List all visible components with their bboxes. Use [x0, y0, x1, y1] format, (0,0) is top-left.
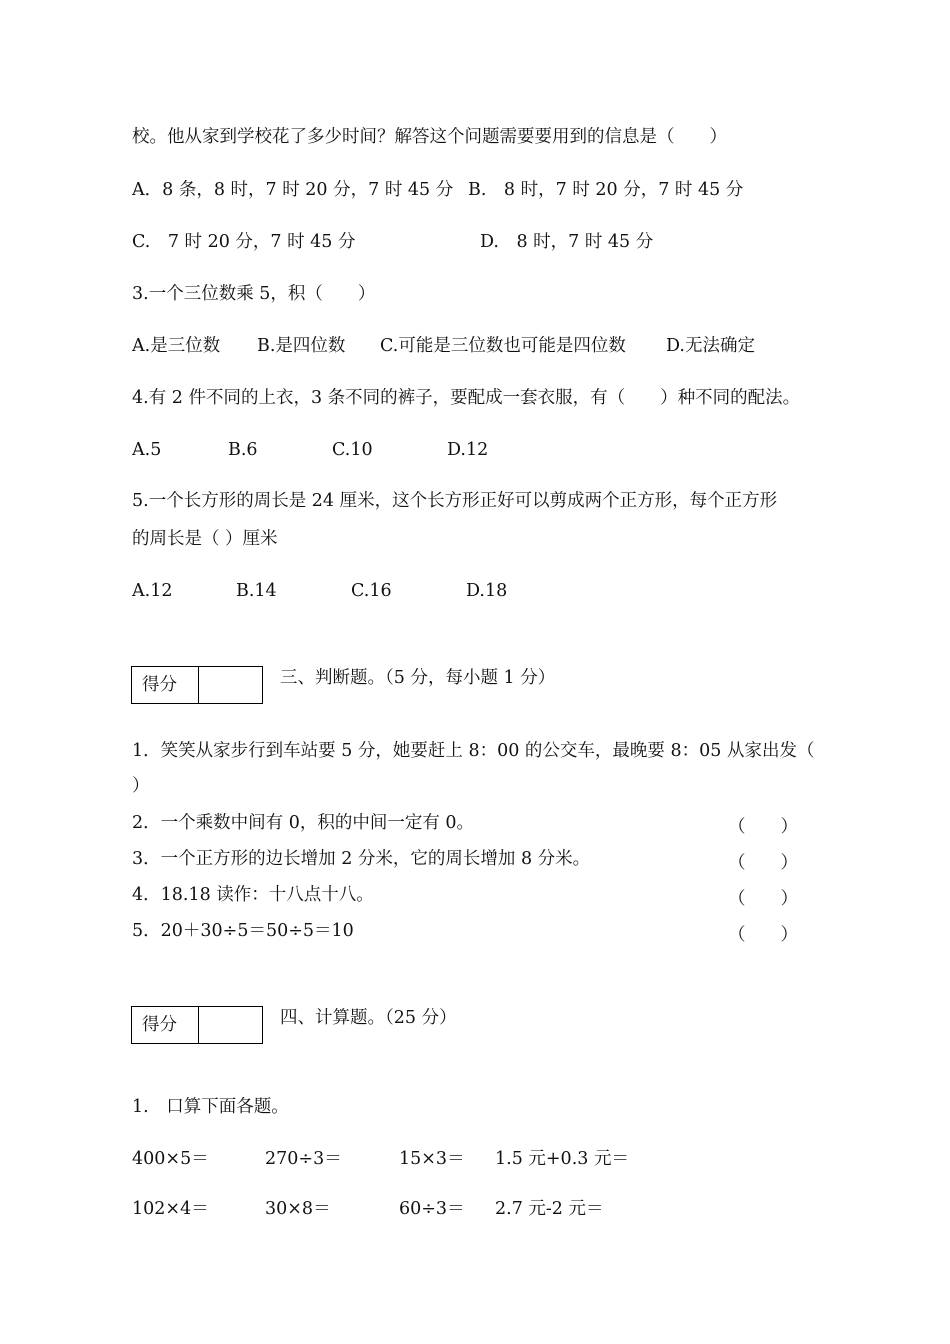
calc-r1-c2: 270÷3＝ — [265, 1149, 342, 1169]
q3-option-d: D.无法确定 — [666, 336, 755, 356]
q4-option-d: D.12 — [447, 440, 489, 460]
q5-option-c: C.16 — [351, 581, 392, 601]
calc-r2-c4: 2.7 元-2 元＝ — [495, 1199, 604, 1219]
q5-stem-line2: 的周长是（ ）厘米 — [132, 529, 278, 549]
section3-score-box — [131, 666, 263, 704]
section4-score-box — [131, 1006, 263, 1044]
q2-option-d: D. 8 时，7 时 45 分 — [480, 232, 654, 252]
calc-r1-c4: 1.5 元+0.3 元＝ — [495, 1149, 629, 1169]
q2-option-a: A．8 条，8 时，7 时 20 分，7 时 45 分 — [132, 180, 454, 200]
judge-item-1-line1: 1．笑笑从家步行到车站要 5 分，她要赶上 8：00 的公交车，最晚要 8：05 从家出发（ — [132, 741, 815, 761]
judge-item-4-answer: （ ） — [728, 889, 798, 909]
q3-option-a: A.是三位数 — [132, 336, 221, 356]
calc-r1-c1: 400×5＝ — [132, 1149, 209, 1169]
q4-option-a: A.5 — [132, 440, 162, 460]
q2-option-b: B. 8 时，7 时 20 分，7 时 45 分 — [468, 180, 744, 200]
score-box-divider — [198, 667, 199, 703]
q5-option-d: D.18 — [466, 581, 508, 601]
judge-item-1-line2: ） — [132, 776, 150, 796]
judge-item-5: 5．20＋30÷5＝50÷5＝10 — [132, 921, 354, 941]
q5-stem-line1: 5.一个长方形的周长是 24 厘米，这个长方形正好可以剪成两个正方形，每个正方形 — [132, 491, 778, 511]
calc-r2-c3: 60÷3＝ — [399, 1199, 465, 1219]
q2-option-c: C. 7 时 20 分，7 时 45 分 — [132, 232, 356, 252]
score-label: 得分 — [142, 1015, 177, 1035]
q2-stem-tail: 校。他从家到学校花了多少时间？解答这个问题需要要用到的信息是（ ） — [132, 127, 727, 147]
score-label: 得分 — [142, 675, 177, 695]
q3-stem: 3.一个三位数乘 5，积（ ） — [132, 284, 376, 304]
judge-item-2: 2．一个乘数中间有 0，积的中间一定有 0。 — [132, 813, 475, 833]
section4-title: 四、计算题。（25 分） — [280, 1008, 457, 1028]
q4-stem: 4.有 2 件不同的上衣，3 条不同的裤子，要配成一套衣服，有（ ）种不同的配法。 — [132, 388, 801, 408]
q3-option-b: B.是四位数 — [257, 336, 346, 356]
judge-item-3: 3．一个正方形的边长增加 2 分米，它的周长增加 8 分米。 — [132, 849, 591, 869]
judge-item-2-answer: （ ） — [728, 817, 798, 837]
calc-r2-c1: 102×4＝ — [132, 1199, 209, 1219]
q5-option-b: B.14 — [236, 581, 277, 601]
q5-option-a: A.12 — [132, 581, 173, 601]
q3-option-c: C.可能是三位数也可能是四位数 — [380, 336, 626, 356]
judge-item-5-answer: （ ） — [728, 925, 798, 945]
judge-item-4: 4．18.18 读作：十八点十八。 — [132, 885, 374, 905]
section3-title: 三、判断题。（5 分，每小题 1 分） — [280, 668, 556, 688]
calc-r1-c3: 15×3＝ — [399, 1149, 465, 1169]
judge-item-3-answer: （ ） — [728, 853, 798, 873]
q4-option-c: C.10 — [332, 440, 373, 460]
q4-option-b: B.6 — [228, 440, 258, 460]
calc-sub1-title: 1. 口算下面各题。 — [132, 1097, 289, 1117]
calc-r2-c2: 30×8＝ — [265, 1199, 331, 1219]
score-box-divider — [198, 1007, 199, 1043]
